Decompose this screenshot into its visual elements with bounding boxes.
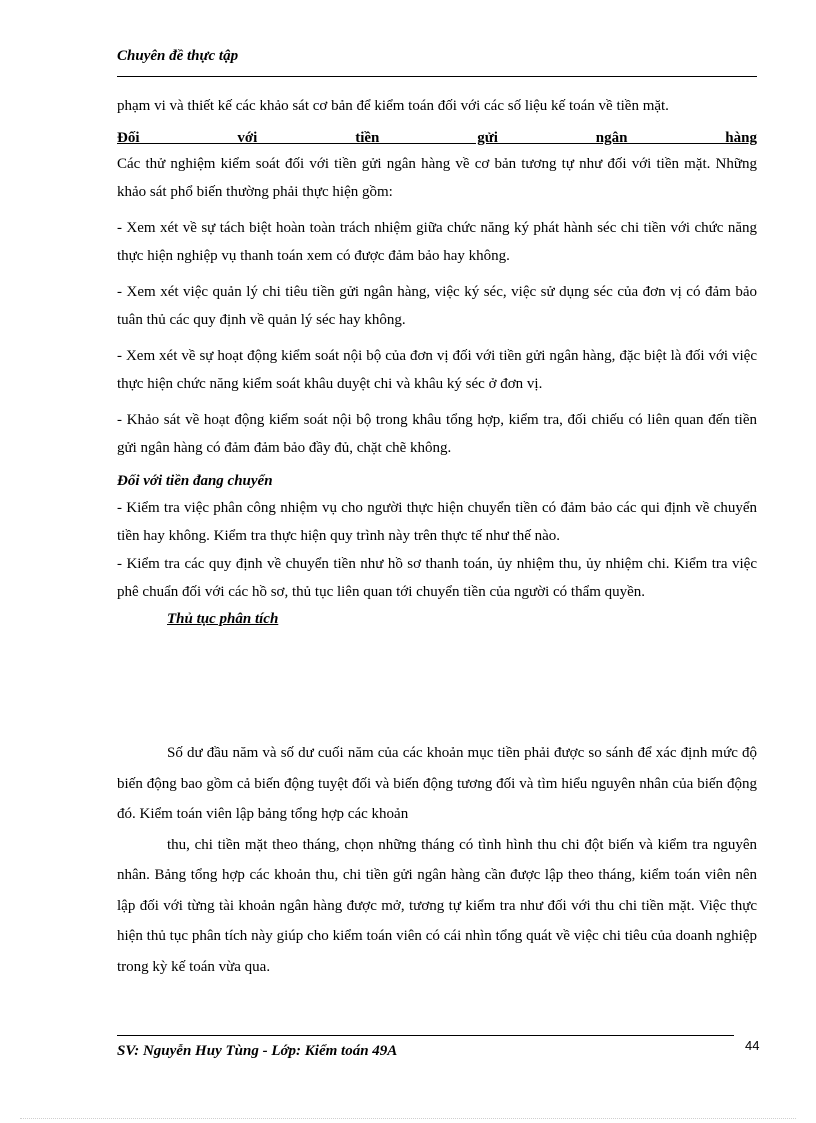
page-bottom-boundary <box>20 1118 796 1119</box>
header-divider <box>117 76 757 77</box>
section-heading-money-in-transit: Đối với tiền đang chuyển <box>117 473 273 489</box>
bank-list-item: - Xem xét về sự tách biệt hoàn toàn trách nhiệm giữa chức năng ký phát hành séc chi tiền với chức năng thực hiện nghiệp vụ thanh toán xem có được đảm bảo hay không. <box>117 220 757 264</box>
transit-list-item: - Kiểm tra các quy định về chuyển tiền như hồ sơ thanh toán, ủy nhiệm thu, ủy nhiệm chi. Kiểm tra việc phê chuẩn đối với các hồ sơ, thủ tục liên quan tới chuyển tiền của người có thẩm quyền. <box>117 556 757 600</box>
section-heading-analytical-procedures: Thủ tục phân tích <box>167 611 279 627</box>
footer-divider <box>117 1035 734 1036</box>
intro-paragraph: phạm vi và thiết kế các khảo sát cơ bản để kiểm toán đối với các số liệu kế toán về tiền mặt. <box>117 98 669 114</box>
section-heading-bank-deposits: Đối với tiền gửi ngân hàng <box>117 130 757 146</box>
bank-list-item: - Khảo sát về hoạt động kiểm soát nội bộ trong khâu tổng hợp, kiểm tra, đối chiếu có liên quan đến tiền gửi ngân hàng có đảm đảm bảo đầy đủ, chặt chẽ không. <box>117 412 757 456</box>
analysis-paragraph: thu, chi tiền mặt theo tháng, chọn những tháng có tình hình thu chi đột biến và kiểm tra nguyên nhân. Bảng tổng hợp các khoản thu, chi tiền gửi ngân hàng cần được lập theo tháng, kiểm toán viên nên lập đối với từng tài khoản ngân hàng được mở, tương tự kiểm tra như đối với thu chi tiền mặt. Việc thực hiện thủ tục phân tích này giúp cho kiểm toán viên có cái nhìn tổng quát về việc chi tiêu của doanh nghiệp trong kỳ kế toán vừa qua. <box>117 836 757 975</box>
footer-author-class: SV: Nguyễn Huy Tùng - Lớp: Kiểm toán 49A <box>117 1043 398 1059</box>
transit-list-item: - Kiểm tra việc phân công nhiệm vụ cho người thực hiện chuyển tiền có đảm bảo các qui định về chuyển tiền hay không. Kiểm tra thực hiện quy trình này trên thực tế như thế nào. <box>117 500 757 544</box>
bank-list-item: - Xem xét việc quản lý chi tiêu tiền gửi ngân hàng, việc ký séc, việc sử dụng séc của đơn vị có đảm bảo tuân thủ các quy định về quản lý séc hay không. <box>117 284 757 328</box>
bank-list-item: - Xem xét về sự hoạt động kiểm soát nội bộ của đơn vị đối với tiền gửi ngân hàng, đặc biệt là đối với việc thực hiện chức năng kiểm soát khâu duyệt chi và khâu ký séc ở đơn vị. <box>117 348 757 392</box>
page-number: 44 <box>745 1038 760 1053</box>
analysis-paragraph: Số dư đầu năm và số dư cuối năm của các khoản mục tiền phải được so sánh để xác định mức độ biến động bao gồm cả biến động tuyệt đối và biến động tương đối và tìm hiểu nguyên nhân của biến động đó. Kiểm toán viên lập bảng tổng hợp các khoản <box>117 745 757 822</box>
bank-intro-paragraph: Các thử nghiệm kiểm soát đối với tiền gửi ngân hàng về cơ bản tương tự như đối với tiền mặt. Những khảo sát phổ biến thường phải thực hiện gồm: <box>117 156 757 200</box>
document-header-title: Chuyên đề thực tập <box>117 48 239 64</box>
analysis-section <box>117 738 757 982</box>
document-body <box>117 92 757 632</box>
